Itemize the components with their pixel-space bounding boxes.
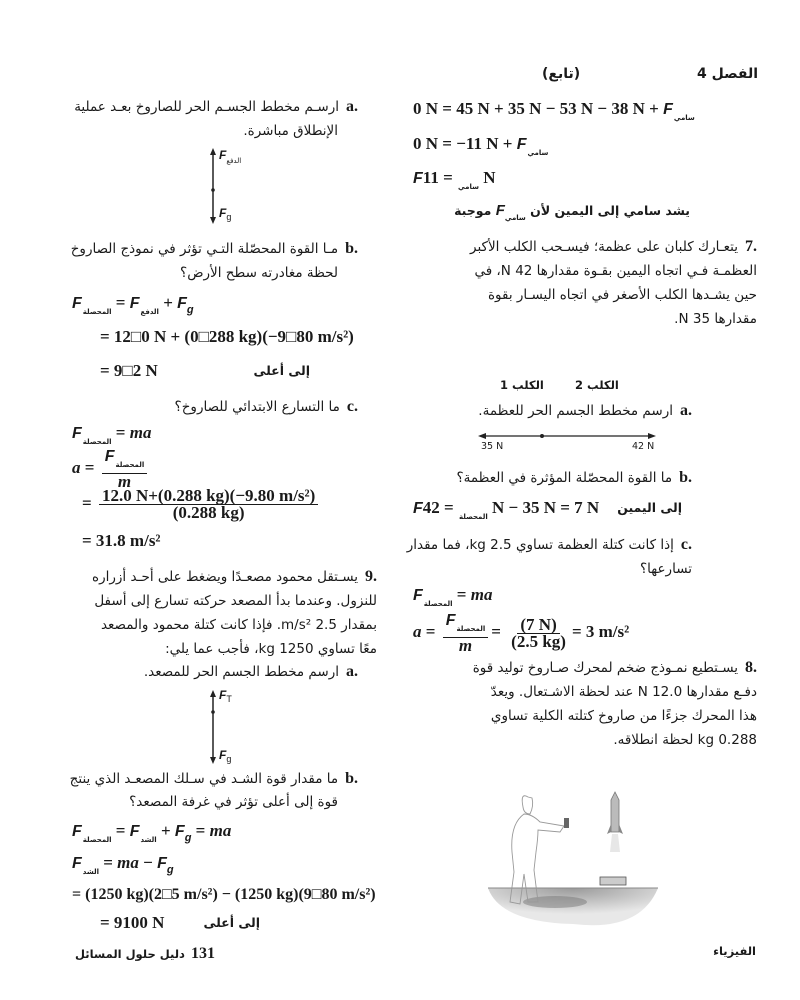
part-label: b. — [345, 770, 358, 787]
force-subscript: الشد — [82, 868, 99, 876]
arrow-up-icon — [210, 690, 216, 697]
part-label: c. — [346, 398, 358, 415]
force-symbol: F — [129, 823, 140, 840]
question-line: حين يشـدها الكلب الأصغر في اتجاه اليسـار بقوة — [487, 287, 757, 303]
arrow-right-icon — [648, 433, 656, 439]
continued-label: (تابع) — [542, 66, 581, 82]
question-number: 9. — [365, 568, 377, 585]
equation-text: 12.0 N+(0.288 kg)(−9.80 m/s²) — [101, 486, 316, 505]
question-line: تسارعها؟ — [640, 561, 692, 577]
question-9a — [144, 661, 358, 683]
force-symbol: F — [157, 855, 167, 872]
equation-text: = — [452, 585, 471, 604]
force-right-label: 42 N — [632, 441, 655, 452]
variable: ma — [117, 853, 139, 872]
arrow-down-icon — [210, 217, 216, 224]
part-text: ارسم مخطط الجسم الحر للمصعد. — [143, 664, 339, 680]
equation — [413, 133, 548, 164]
force-term — [496, 202, 526, 222]
force-subscript: g — [184, 832, 192, 844]
part-label: a. — [346, 98, 358, 115]
force-symbol: F — [413, 500, 423, 517]
question-a — [74, 96, 358, 118]
force-symbol: F — [72, 823, 82, 840]
force-subscript: الدفع — [140, 308, 159, 316]
force-subscript: المحصلة — [456, 625, 486, 633]
force-symbol: F — [72, 855, 82, 872]
note-text: موجبة — [454, 203, 496, 218]
equation — [82, 530, 161, 552]
equation-text: = (1250 kg)(2□5 m/s²) − (1250 kg)(9□80 m/s²) — [72, 886, 376, 903]
force-subscript: الشد — [140, 836, 157, 844]
equation — [72, 448, 150, 490]
force-subscript: سامي — [504, 214, 526, 222]
force-subscript: الدفع — [226, 157, 242, 165]
equation-text: = — [80, 457, 99, 477]
equation — [413, 497, 599, 528]
question-line: معًا تساوي 1250 kg، فأجب عما يلي: — [165, 641, 377, 657]
question-line: الإنطلاق مباشرة. — [243, 123, 338, 139]
question-9b — [70, 768, 358, 790]
equation-text: = 31.8 m/s² — [82, 531, 161, 550]
force-symbol: F — [413, 170, 423, 187]
variable: ma — [129, 423, 152, 442]
force-subscript: g — [166, 864, 174, 876]
force-term — [129, 293, 159, 316]
equation-text: = — [191, 821, 210, 840]
force-subscript: المحصلة — [458, 513, 488, 521]
variable: a — [413, 621, 422, 641]
part-label: b. — [345, 240, 358, 257]
question-text: يسـتقل محمود مصعـدًا ويضغط على أحـد أزراره — [92, 569, 358, 585]
equation-text: = 9100 N — [100, 913, 165, 932]
force-symbol: F — [129, 295, 140, 312]
equation-text: = — [491, 621, 506, 641]
force-subscript: المحصلة — [82, 438, 112, 446]
equation-text: 0 N = 45 N + 35 N − 53 N − 38 N + — [413, 99, 664, 118]
question-7a — [478, 400, 692, 422]
numerator — [102, 448, 148, 474]
force-symbol: F — [174, 823, 185, 840]
direction-label: إلى أعلى — [203, 915, 260, 930]
variable: ma — [470, 585, 493, 604]
footer-title: دليل حلول المسائل — [75, 947, 185, 961]
force-symbol: F — [516, 136, 527, 153]
equation-text: (7 N) — [520, 614, 557, 634]
numerator — [443, 612, 489, 638]
force-symbol: F — [72, 425, 82, 442]
fraction — [508, 614, 569, 651]
dog-2-label: الكلب 2 — [575, 378, 619, 392]
arrow-left-icon — [478, 433, 486, 439]
force-subscript: المحصلة — [82, 836, 112, 844]
part-label: b. — [679, 469, 692, 486]
equation — [72, 292, 194, 323]
fraction — [443, 612, 489, 654]
force-symbol: F — [72, 295, 82, 312]
variable: m — [117, 472, 132, 491]
question-line: 0.288 kg لحظة انطلاقه. — [613, 732, 757, 748]
question-number: 8. — [745, 659, 757, 676]
question-line: العظمـة فـي اتجاه اليمين بقـوة مقدارها 42 N، في — [474, 263, 757, 279]
force-subscript: g — [186, 304, 194, 316]
equation-text: = 12□0 N + (0□288 kg)(−9□80 m/s²) — [100, 327, 354, 346]
equation-text: = 11 N — [422, 168, 496, 187]
force-subscript: سامي — [527, 149, 549, 157]
direction-label: إلى اليمين — [617, 500, 682, 515]
force-term — [413, 585, 453, 608]
force-symbol: F — [495, 202, 505, 219]
force-symbol: F — [219, 148, 227, 162]
force-term — [445, 610, 486, 633]
question-text: يتعـارك كلبان على عظمة؛ فيسـحب الكلب الأكبر — [470, 239, 738, 255]
note-text: يشد سامي إلى اليمين لأن — [525, 203, 690, 218]
part-text: ارسم مخطط الجسم الحر للعظمة. — [478, 403, 673, 419]
equation-text: = — [421, 621, 440, 641]
arrow-down-icon — [210, 757, 216, 764]
force-subscript: سامي — [458, 183, 479, 191]
force-subscript: سامي — [673, 114, 695, 122]
chapter-title: الفصل 4 — [696, 66, 758, 82]
equation-text: = — [111, 423, 130, 442]
question-text: يسـتطيع نمـوذج ضخم لمحرك صـاروخ توليد قوة — [472, 660, 738, 676]
elevator-free-body-diagram — [207, 690, 219, 764]
part-text: ما القوة المحصّلة المؤثرة في العظمة؟ — [456, 470, 673, 486]
equation — [72, 884, 376, 906]
question-line — [92, 566, 377, 588]
question-b — [71, 238, 358, 260]
question-line: قوة إلى أعلى تؤثر في غرفة المصعد؟ — [129, 794, 338, 810]
equation — [100, 912, 164, 934]
equation-text: = — [98, 853, 118, 872]
question-line: هذا المحرك جزءًا من صاروخ كتلته الكلية تساوي — [490, 708, 757, 724]
equation-text: = — [111, 821, 130, 840]
question-line: للنزول. وعندما بدأ المصعد حركته تسارع إلى أسفل — [94, 593, 377, 609]
force-subscript: المحصلة — [423, 600, 453, 608]
equation-text: = 3 m/s² — [571, 621, 630, 641]
force-symbol: F — [104, 448, 115, 465]
bone-free-body-diagram — [476, 428, 658, 444]
question-line: لحظة مغادرته سطح الأرض؟ — [180, 265, 338, 281]
force-subscript: g — [226, 212, 232, 222]
fraction — [102, 448, 148, 490]
question-line — [470, 236, 757, 258]
controller-icon — [564, 818, 569, 828]
force-term — [129, 821, 157, 844]
force-symbol: F — [219, 748, 227, 762]
part-text: ما التسارع الابتدائي للصاروخ؟ — [174, 399, 340, 415]
equation-text: = 9□2 N — [100, 361, 158, 380]
question-7b — [456, 467, 692, 489]
question-line: بمقدار 2.5 m/s². فإذا كانت كتلة محمود والمصعد — [100, 617, 377, 633]
variable: a — [72, 457, 81, 477]
book-title-footer — [75, 945, 215, 963]
part-text: إذا كانت كتلة العظمة تساوي 2.5 kg، فما مقدار — [406, 537, 674, 553]
force-symbol: F — [663, 101, 673, 118]
denominator — [508, 631, 569, 651]
force-symbol: F — [219, 206, 227, 220]
equation-text: + — [156, 821, 175, 840]
force-symbol: F — [219, 688, 227, 702]
equation-text: 0 N = −11 N + — [413, 134, 517, 153]
denominator — [456, 638, 475, 654]
force-symbol: F — [177, 295, 187, 312]
gravity-force-label — [219, 206, 231, 222]
equation-text: (2.5 kg) — [511, 631, 566, 651]
equation — [413, 167, 496, 198]
equation-text: = 42 N − 35 N = 7 N — [422, 498, 600, 517]
page-number: 131 — [190, 945, 215, 962]
rocket-icon — [607, 792, 623, 852]
force-symbol: F — [445, 612, 456, 629]
force-term — [663, 99, 695, 122]
force-term — [72, 821, 112, 844]
equation — [72, 852, 174, 883]
force-left-label: 35 N — [481, 441, 504, 452]
question-line — [473, 657, 757, 679]
variable: ma — [209, 821, 232, 840]
equation — [100, 360, 158, 382]
dog-1-label: الكلب 1 — [500, 378, 544, 392]
part-label: a. — [346, 663, 358, 680]
variable: m — [458, 636, 473, 655]
force-term — [174, 821, 192, 844]
equation — [82, 488, 321, 521]
part-text: مـا القوة المحصّلة التـي تؤثر في نموذج الصاروخ — [70, 241, 339, 257]
force-term — [157, 853, 174, 876]
equation-text: − — [138, 853, 158, 872]
gravity-force-label — [219, 748, 231, 764]
question-c — [175, 396, 358, 418]
force-symbol: F — [413, 587, 423, 604]
part-label: c. — [680, 536, 692, 553]
equation — [100, 326, 354, 348]
equation-text: (0.288 kg) — [172, 503, 245, 522]
part-text: ما مقدار قوة الشـد في سـلك المصعـد الذي ينتج — [69, 771, 339, 787]
launch-pad — [600, 877, 626, 885]
part-label: a. — [680, 402, 692, 419]
book-subject-footer: الفيزياء — [713, 944, 756, 958]
force-term — [177, 293, 194, 316]
rocket-launch-illustration — [480, 752, 670, 927]
denominator — [170, 505, 248, 521]
force-term — [72, 853, 99, 876]
fraction — [99, 488, 318, 521]
force-subscript: T — [226, 694, 232, 704]
question-line: مقدارها 35 N. — [674, 311, 757, 327]
conclusion-note — [454, 202, 690, 222]
direction-label: إلى أعلى — [253, 363, 310, 378]
question-7c — [407, 534, 692, 556]
equation-text: = — [111, 293, 130, 312]
force-subscript: المحصلة — [82, 308, 112, 316]
force-subscript: g — [226, 754, 232, 764]
part-text: ارسـم مخطط الجسـم الحر للصاروخ بعـد عملية — [74, 99, 339, 115]
equation-text: + — [158, 293, 178, 312]
question-line: دفـع مقدارها 12.0 N عند لحظة الاشـتعال. ويعدّ — [490, 684, 757, 700]
question-number: 7. — [745, 238, 757, 255]
equation — [72, 820, 231, 851]
force-term — [104, 446, 145, 469]
force-term — [72, 293, 112, 316]
tension-force-label — [219, 688, 232, 704]
thrust-force-label — [219, 148, 241, 165]
equation-text: = — [82, 493, 96, 513]
force-term — [72, 423, 112, 446]
force-term — [516, 134, 549, 157]
rocket-free-body-diagram — [207, 148, 219, 224]
equation — [413, 612, 629, 654]
force-subscript: المحصلة — [115, 461, 145, 469]
equation — [413, 98, 695, 129]
arrow-up-icon — [210, 148, 216, 155]
